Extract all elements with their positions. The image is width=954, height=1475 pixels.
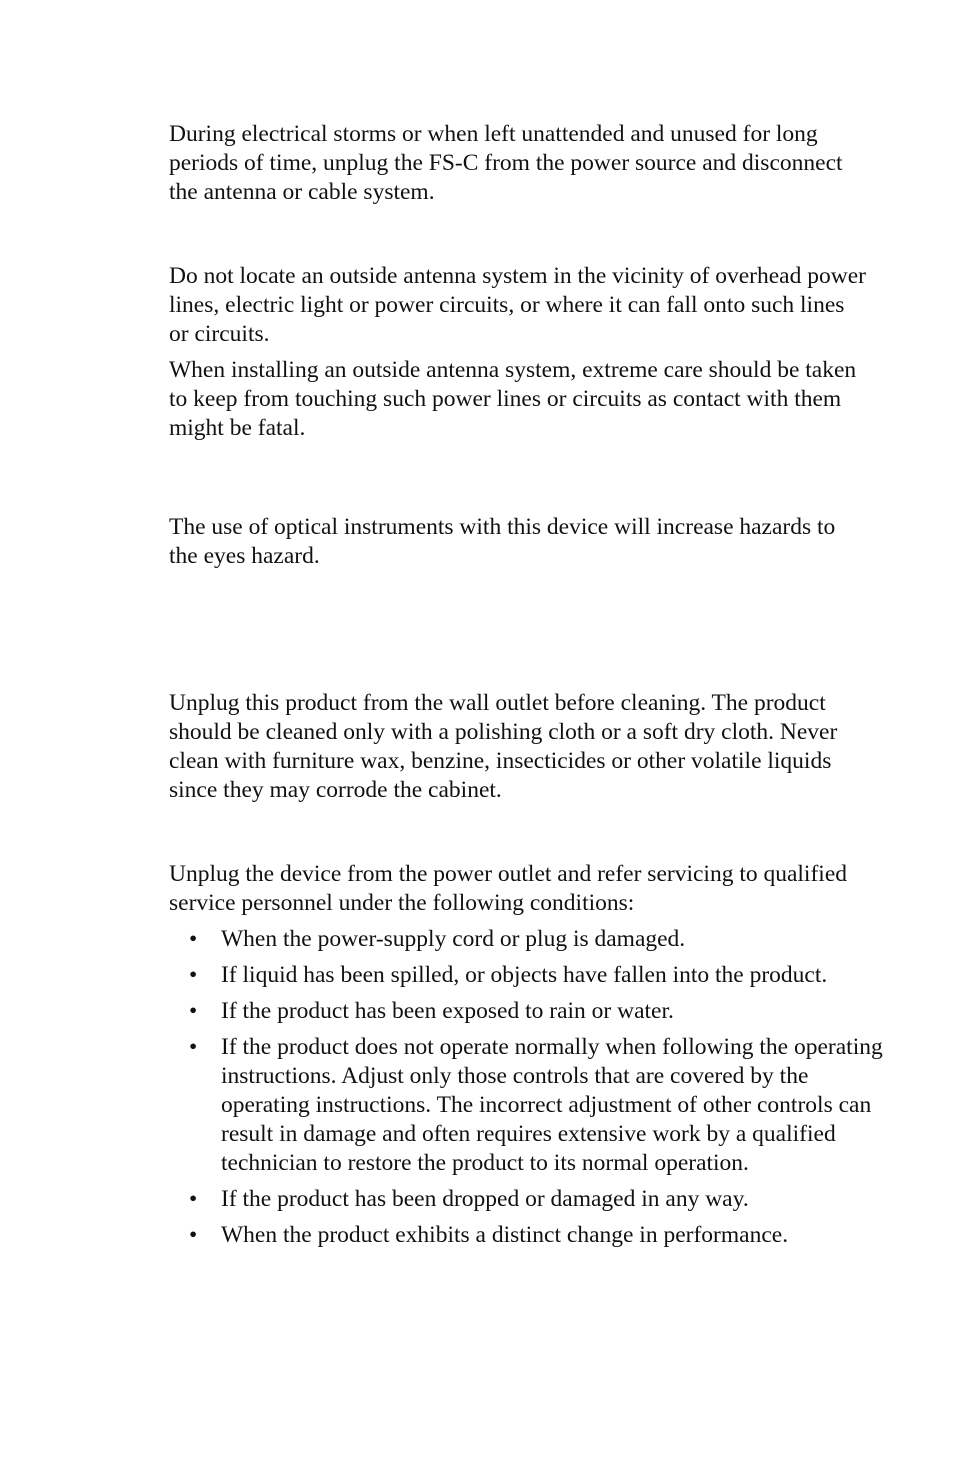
servicing-intro-paragraph: Unplug the device from the power outlet and refer servicing to qualified service personnel under the following conditions: [169,861,848,916]
list-item-text: If the product has been dropped or damaged in any way. [221,1186,749,1212]
antenna-location-paragraph: Do not locate an outside antenna system in the vicinity of overhead power lines, electric light or power circuits, or where it can fall onto such lines or circuits. [169,263,866,347]
list-item-text: If liquid has been spilled, or objects have fallen into the product. [221,962,828,988]
list-item [169,1033,889,1178]
bullet-icon: • [189,1034,198,1060]
list-item [169,961,889,990]
antenna-installation-paragraph: When installing an outside antenna system, extreme care should be taken to keep from touching such power lines or circuits as contact with them might be fatal. [169,357,857,441]
optical-instruments-paragraph: The use of optical instruments with this device will increase hazards to the eyes hazard. [169,514,836,569]
bullet-icon: • [189,998,198,1024]
bullet-icon: • [189,1222,198,1248]
service-conditions-list [169,925,889,1257]
list-item [169,1221,889,1250]
list-item [169,1185,889,1214]
list-item-text: If the product does not operate normally when following the operating instructions. Adjust only those controls that are covered by the operating instructions. The incorrect adjustment of other controls can result in damage and often requires extensive work by a qualified technician to restore the product to its normal operation. [221,1034,883,1176]
storm-unplug-paragraph: During electrical storms or when left unattended and unused for long periods of time, unplug the FS-C from the power source and disconnect the antenna or cable system. [169,121,843,205]
list-item [169,925,889,954]
cleaning-paragraph: Unplug this product from the wall outlet before cleaning. The product should be cleaned only with a polishing cloth or a soft dry cloth. Never clean with furniture wax, benzine, insecticides or other volatile liquids since they may corrode the cabinet. [169,690,838,803]
bullet-icon: • [189,926,198,952]
list-item-text: When the product exhibits a distinct change in performance. [221,1222,789,1248]
bullet-icon: • [189,1186,198,1212]
list-item-text: When the power-supply cord or plug is damaged. [221,926,686,952]
bullet-icon: • [189,962,198,988]
list-item-text: If the product has been exposed to rain or water. [221,998,674,1024]
list-item [169,997,889,1026]
